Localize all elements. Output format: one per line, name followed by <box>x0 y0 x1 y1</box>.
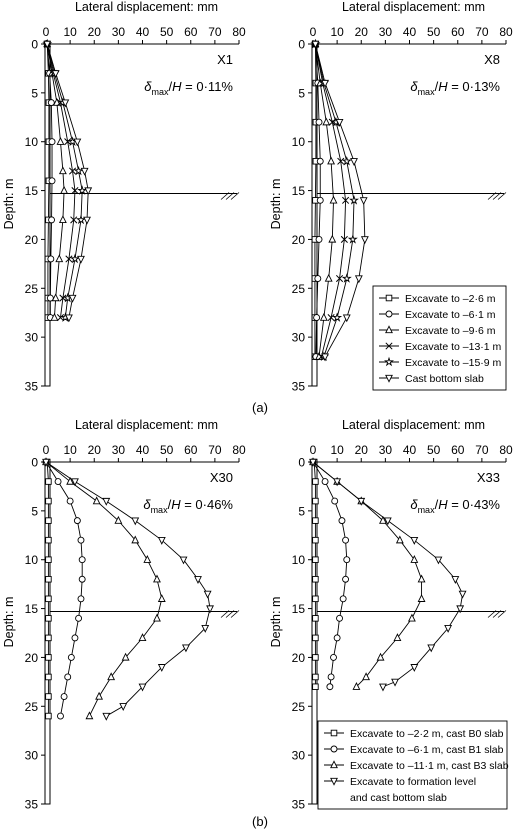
wall-axis <box>45 44 50 386</box>
marker-circle <box>49 217 55 223</box>
marker-square <box>313 518 319 524</box>
marker-triangle <box>159 595 165 601</box>
y-tick-label: 35 <box>291 379 305 394</box>
y-tick-label: 10 <box>291 135 305 150</box>
legend-item <box>324 744 504 756</box>
y-tick-label: 25 <box>291 699 305 714</box>
marker-circle <box>72 635 78 641</box>
x-tick-label: 50 <box>159 443 174 457</box>
marker-square <box>46 694 52 700</box>
marker-triangle <box>418 595 424 601</box>
x-tick-label: 40 <box>402 25 417 39</box>
x-tick-label: 70 <box>208 443 222 457</box>
legend-label-line2: and cast bottom slab <box>350 792 447 804</box>
x-tick-label: 20 <box>87 443 101 457</box>
marker-circle <box>48 100 54 106</box>
marker-circle <box>314 315 320 321</box>
y-tick-label: 25 <box>291 281 305 296</box>
x-tick-label: 30 <box>378 443 393 457</box>
marker-square <box>313 576 319 582</box>
x-tick-label: 60 <box>184 443 198 457</box>
legend-item <box>324 760 509 772</box>
chart-X1 <box>2 0 246 394</box>
marker-circle <box>67 498 73 504</box>
y-tick-label: 0 <box>31 455 38 470</box>
delta-max-annotation: $\delta_{max}/H = 0\cdot 13\%$ <box>410 79 500 97</box>
marker-circle <box>49 178 55 184</box>
legend-label: Excavate to –9·6 m <box>405 325 496 337</box>
marker-circle <box>339 518 345 524</box>
marker-square <box>313 655 319 661</box>
marker-x <box>328 314 334 320</box>
series-triangle <box>310 458 425 689</box>
marker-triangle <box>321 314 327 320</box>
y-tick-label: 15 <box>24 602 38 617</box>
marker-star <box>334 314 341 321</box>
x-tick-label: 30 <box>378 25 393 39</box>
marker-circle <box>334 635 340 641</box>
marker-triangle <box>418 576 424 582</box>
marker-square <box>46 635 52 641</box>
marker-circle <box>317 197 323 203</box>
marker-triangle-down <box>411 537 417 543</box>
x-tick-label: 30 <box>111 25 126 39</box>
marker-triangle <box>154 615 160 621</box>
marker-triangle-down <box>103 713 109 719</box>
y-tick-label: 0 <box>298 455 305 470</box>
y-tick-label: 15 <box>24 184 38 199</box>
marker-circle <box>315 276 321 282</box>
marker-circle <box>55 479 61 485</box>
y-axis-title: Depth: m <box>269 596 283 648</box>
marker-square <box>313 596 319 602</box>
y-tick-label: 25 <box>24 699 38 714</box>
legend-a <box>373 286 506 390</box>
legend-label: Excavate to –15·9 m <box>405 357 502 369</box>
marker-triangle-down <box>380 684 386 690</box>
x-tick-label: 70 <box>475 443 489 457</box>
x-tick-label: 20 <box>354 25 368 39</box>
legend-label: Excavate to –6·1 m <box>405 309 496 321</box>
marker-circle <box>78 596 84 602</box>
legend-b <box>318 721 509 809</box>
chart-id-label: X33 <box>476 470 500 485</box>
x-tick-label: 0 <box>309 443 317 457</box>
marker-star <box>343 275 350 282</box>
legend-item <box>324 728 504 740</box>
legend-label: Excavate to formation level <box>350 776 477 788</box>
legend-label: Excavate to –6·1 m, cast B1 slab <box>350 744 504 756</box>
y-tick-label: 15 <box>291 184 305 199</box>
marker-square <box>46 596 52 602</box>
y-tick-label: 0 <box>31 37 38 52</box>
y-tick-label: 10 <box>24 553 38 568</box>
x-tick-label: 60 <box>184 25 198 39</box>
marker-circle <box>79 576 85 582</box>
marker-circle <box>78 537 84 543</box>
marker-triangle <box>86 712 92 718</box>
y-tick-label: 5 <box>31 504 38 519</box>
x-tick-label: 50 <box>426 443 441 457</box>
marker-triangle-down <box>120 704 126 710</box>
legend-label: Excavate to –11·1 m, cast B3 slab <box>350 760 509 772</box>
marker-triangle <box>96 693 102 699</box>
x-tick-label: 60 <box>451 25 465 39</box>
marker-triangle <box>115 517 121 523</box>
marker-triangle-down <box>183 645 189 651</box>
x-tick-label: 30 <box>111 443 126 457</box>
marker-circle <box>317 158 323 164</box>
y-tick-label: 20 <box>291 650 305 665</box>
legend-label: Excavate to –2·2 m, cast B0 slab <box>350 728 504 740</box>
y-tick-label: 30 <box>24 330 38 345</box>
y-tick-label: 30 <box>24 748 38 763</box>
x-tick-label: 40 <box>402 443 417 457</box>
marker-square <box>46 479 52 485</box>
marker-triangle <box>329 236 335 242</box>
y-axis-title: Depth: m <box>269 178 283 230</box>
x-tick-label: 50 <box>159 25 174 39</box>
marker-triangle <box>409 615 415 621</box>
marker-circle <box>49 139 55 145</box>
legend-label: Excavate to –13·1 m <box>405 341 502 353</box>
marker-square <box>313 684 319 690</box>
x-axis-title: Lateral displacement: mm <box>74 0 219 14</box>
y-tick-label: 5 <box>298 86 305 101</box>
marker-square <box>313 537 319 543</box>
part-label-b: (b) <box>252 814 268 829</box>
marker-triangle-down <box>78 256 84 262</box>
marker-triangle-down <box>452 577 458 583</box>
marker-circle <box>316 119 322 125</box>
marker-triangle-down <box>103 498 109 504</box>
x-tick-label: 10 <box>330 25 344 39</box>
x-tick-label: 70 <box>208 25 222 39</box>
series-line <box>313 462 463 687</box>
marker-triangle-down <box>356 276 362 282</box>
marker-triangle <box>60 167 66 173</box>
marker-circle <box>332 498 338 504</box>
marker-triangle-down <box>362 237 368 243</box>
delta-max-annotation: $\delta_{max}/H = 0\cdot 46\%$ <box>143 497 233 515</box>
y-tick-label: 15 <box>291 602 305 617</box>
y-tick-label: 0 <box>298 37 305 52</box>
chart-id-label: X30 <box>209 470 233 485</box>
y-tick-label: 20 <box>24 650 38 665</box>
marker-square <box>46 655 52 661</box>
x-tick-label: 20 <box>87 25 101 39</box>
marker-circle <box>340 596 346 602</box>
x-tick-label: 80 <box>232 25 246 39</box>
x-tick-label: 80 <box>499 25 513 39</box>
x-tick-label: 60 <box>451 443 465 457</box>
x-tick-label: 10 <box>63 25 77 39</box>
y-axis-title: Depth: m <box>2 178 16 230</box>
marker-triangle-down <box>159 537 165 543</box>
marker-triangle <box>330 197 336 203</box>
marker-square <box>46 498 52 504</box>
chart-id-label: X8 <box>484 52 500 67</box>
marker-square <box>313 557 319 563</box>
legend-label: Cast bottom slab <box>405 373 484 385</box>
marker-square <box>386 295 392 301</box>
marker-square <box>313 674 319 680</box>
marker-square <box>46 576 52 582</box>
marker-circle <box>68 654 74 660</box>
marker-triangle <box>56 255 62 261</box>
y-tick-label: 35 <box>291 797 305 812</box>
marker-circle <box>343 576 349 582</box>
marker-triangle <box>154 576 160 582</box>
x-axis-title: Lateral displacement: mm <box>341 418 486 432</box>
wall-axis <box>312 462 317 804</box>
x-tick-label: 0 <box>42 443 50 457</box>
marker-circle <box>76 615 82 621</box>
marker-triangle-down <box>360 198 366 204</box>
x-axis-title: Lateral displacement: mm <box>74 418 219 432</box>
y-tick-label: 20 <box>291 232 305 247</box>
marker-square <box>46 557 52 563</box>
x-tick-label: 70 <box>475 25 489 39</box>
marker-circle <box>344 557 350 563</box>
marker-circle <box>343 537 349 543</box>
series-line <box>313 462 347 687</box>
marker-circle <box>328 674 334 680</box>
marker-circle <box>65 674 71 680</box>
marker-circle <box>57 713 63 719</box>
y-tick-label: 10 <box>24 135 38 150</box>
y-tick-label: 35 <box>24 797 38 812</box>
marker-circle <box>316 236 322 242</box>
chart-X30 <box>2 418 246 812</box>
x-tick-label: 10 <box>63 443 77 457</box>
delta-max-annotation: $\delta_{max}/H = 0\cdot 11\%$ <box>144 79 233 97</box>
y-tick-label: 5 <box>298 504 305 519</box>
marker-square <box>46 616 52 622</box>
marker-circle <box>79 557 85 563</box>
marker-triangle <box>144 556 150 562</box>
marker-square <box>46 537 52 543</box>
marker-circle <box>331 746 337 752</box>
marker-triangle-down <box>204 591 210 597</box>
marker-square <box>46 674 52 680</box>
marker-circle <box>322 479 328 485</box>
marker-triangle-down <box>411 665 417 671</box>
x-tick-label: 0 <box>42 25 50 39</box>
marker-square <box>46 518 52 524</box>
marker-circle <box>331 654 337 660</box>
y-tick-label: 5 <box>31 86 38 101</box>
series-line <box>313 462 422 687</box>
x-tick-label: 10 <box>330 443 344 457</box>
marker-triangle-down <box>81 168 87 174</box>
marker-triangle-down <box>351 159 357 165</box>
wall-axis <box>45 462 50 804</box>
marker-triangle-down <box>84 217 90 223</box>
x-tick-label: 20 <box>354 443 368 457</box>
x-tick-label: 40 <box>135 25 150 39</box>
marker-square <box>313 635 319 641</box>
y-tick-label: 10 <box>291 553 305 568</box>
marker-triangle <box>328 158 334 164</box>
marker-triangle <box>323 118 329 124</box>
marker-triangle <box>60 216 66 222</box>
x-tick-label: 80 <box>232 443 246 457</box>
marker-circle <box>48 256 54 262</box>
y-tick-label: 20 <box>24 232 38 247</box>
marker-circle <box>386 311 392 317</box>
chart-id-label: X1 <box>217 52 233 67</box>
marker-square <box>313 479 319 485</box>
marker-triangle <box>61 187 67 193</box>
y-tick-label: 30 <box>291 330 305 345</box>
marker-square <box>313 616 319 622</box>
marker-square <box>331 730 337 736</box>
y-tick-label: 30 <box>291 748 305 763</box>
y-tick-label: 35 <box>24 379 38 394</box>
delta-max-annotation: $\delta_{max}/H = 0\cdot 43\%$ <box>410 497 500 515</box>
marker-circle <box>61 694 67 700</box>
marker-triangle <box>325 275 331 281</box>
x-tick-label: 80 <box>499 443 513 457</box>
part-label-a: (a) <box>252 400 268 415</box>
marker-triangle <box>57 138 63 144</box>
marker-circle <box>327 684 333 690</box>
marker-triangle <box>93 497 99 503</box>
x-tick-label: 40 <box>135 443 150 457</box>
x-tick-label: 0 <box>309 25 317 39</box>
marker-triangle-down <box>344 315 350 321</box>
x-tick-label: 50 <box>426 25 441 39</box>
y-axis-title: Depth: m <box>2 596 16 648</box>
marker-circle <box>74 518 80 524</box>
marker-circle <box>337 615 343 621</box>
marker-triangle-down <box>459 591 465 597</box>
marker-square <box>46 713 52 719</box>
marker-square <box>313 498 319 504</box>
legend-label: Excavate to –2·6 m <box>405 293 496 305</box>
y-tick-label: 25 <box>24 281 38 296</box>
marker-triangle-down <box>132 518 138 524</box>
x-axis-title: Lateral displacement: mm <box>341 0 486 14</box>
